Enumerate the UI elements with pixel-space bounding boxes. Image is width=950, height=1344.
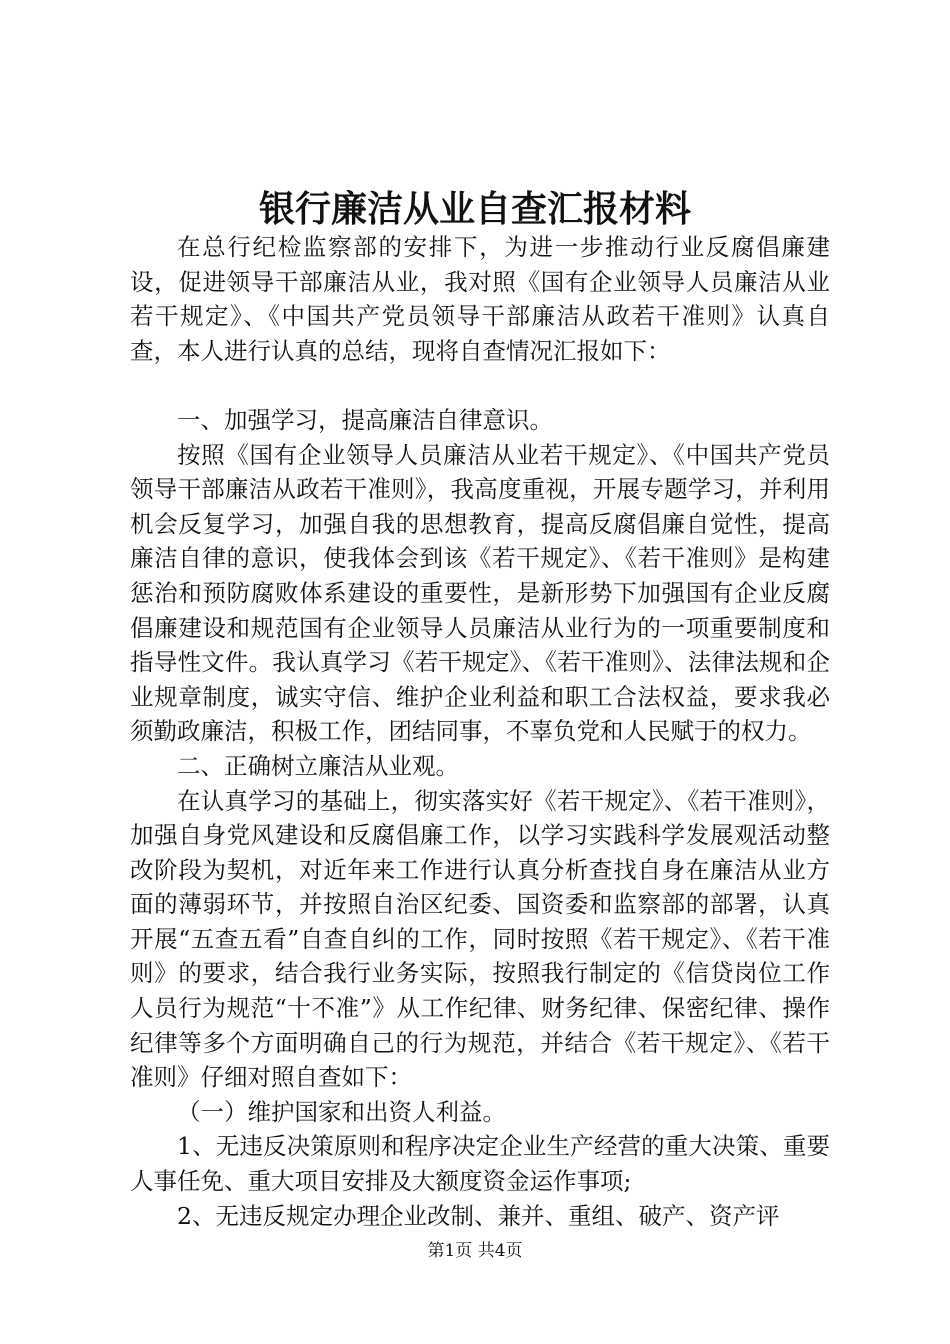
paragraph-intro: 在总行纪检监察部的安排下，为进一步推动行业反腐倡廉建设，促进领导干部廉洁从业，我对照《国有企业领导人员廉洁从业若干规定》、《中国共产党员领导干部廉洁从政若干准则》认真自查，本人进行认真的总结，现将自查情况汇报如下：: [130, 233, 830, 365]
section-heading-1: 一、加强学习，提高廉洁自律意识。: [177, 405, 553, 434]
list-item-1: 1、无违反决策原则和程序决定企业生产经营的重大决策、重要人事任免、重大项目安排及大额度资金运作事项;: [130, 1132, 830, 1196]
list-item-2: 2、无违反规定办理企业改制、兼并、重组、破产、资产评: [177, 1201, 780, 1230]
section-heading-2: 二、正确树立廉洁从业观。: [177, 751, 459, 780]
page-number: 第1页 共4页: [427, 1241, 523, 1261]
document-body: [130, 230, 830, 1233]
paragraph-practice: 在认真学习的基础上，彻实落实好《若干规定》、《若干准则》，加强自身党风建设和反腐倡廉工作，以学习实践科学发展观活动整改阶段为契机，对近年来工作进行认真分析查找自身在廉洁从业方面的薄弱环节，并按照自治区纪委、国资委和监察部的部署，认真开展“五查五看”自查自纠的工作，同时按照《若干规定》、《若干准则》的要求，结合我行业务实际，按照我行制定的《信贷岗位工作人员行为规范“十不准”》从工作纪律、财务纪律、保密纪律、操作纪律等多个方面明确自己的行为规范，并结合《若干规定》、《若干准则》仔细对照自查如下：: [130, 786, 830, 1092]
subsection-heading-1: （一）维护国家和出资人利益。: [177, 1097, 506, 1126]
document-title: 银行廉洁从业自查汇报材料: [258, 189, 691, 230]
paragraph-study: 按照《国有企业领导人员廉洁从业若干规定》、《中国共产党员领导干部廉洁从政若干准则》，我高度重视，开展专题学习，并利用机会反复学习，加强自我的思想教育，提高反腐倡廉自觉性，提高廉洁自律的意识，使我体会到该《若干规定》、《若干准则》是构建惩治和预防腐败体系建设的重要性，是新形势下加强国有企业反腐倡廉建设和规范国有企业领导人员廉洁从业行为的一项重要制度和指导性文件。我认真学习《若干规定》、《若干准则》、法律法规和企业规章制度，诚实守信、维护企业利益和职工合法权益，要求我必须勤政廉洁，积极工作，团结同事，不辜负党和人民赋于的权力。: [130, 440, 830, 746]
